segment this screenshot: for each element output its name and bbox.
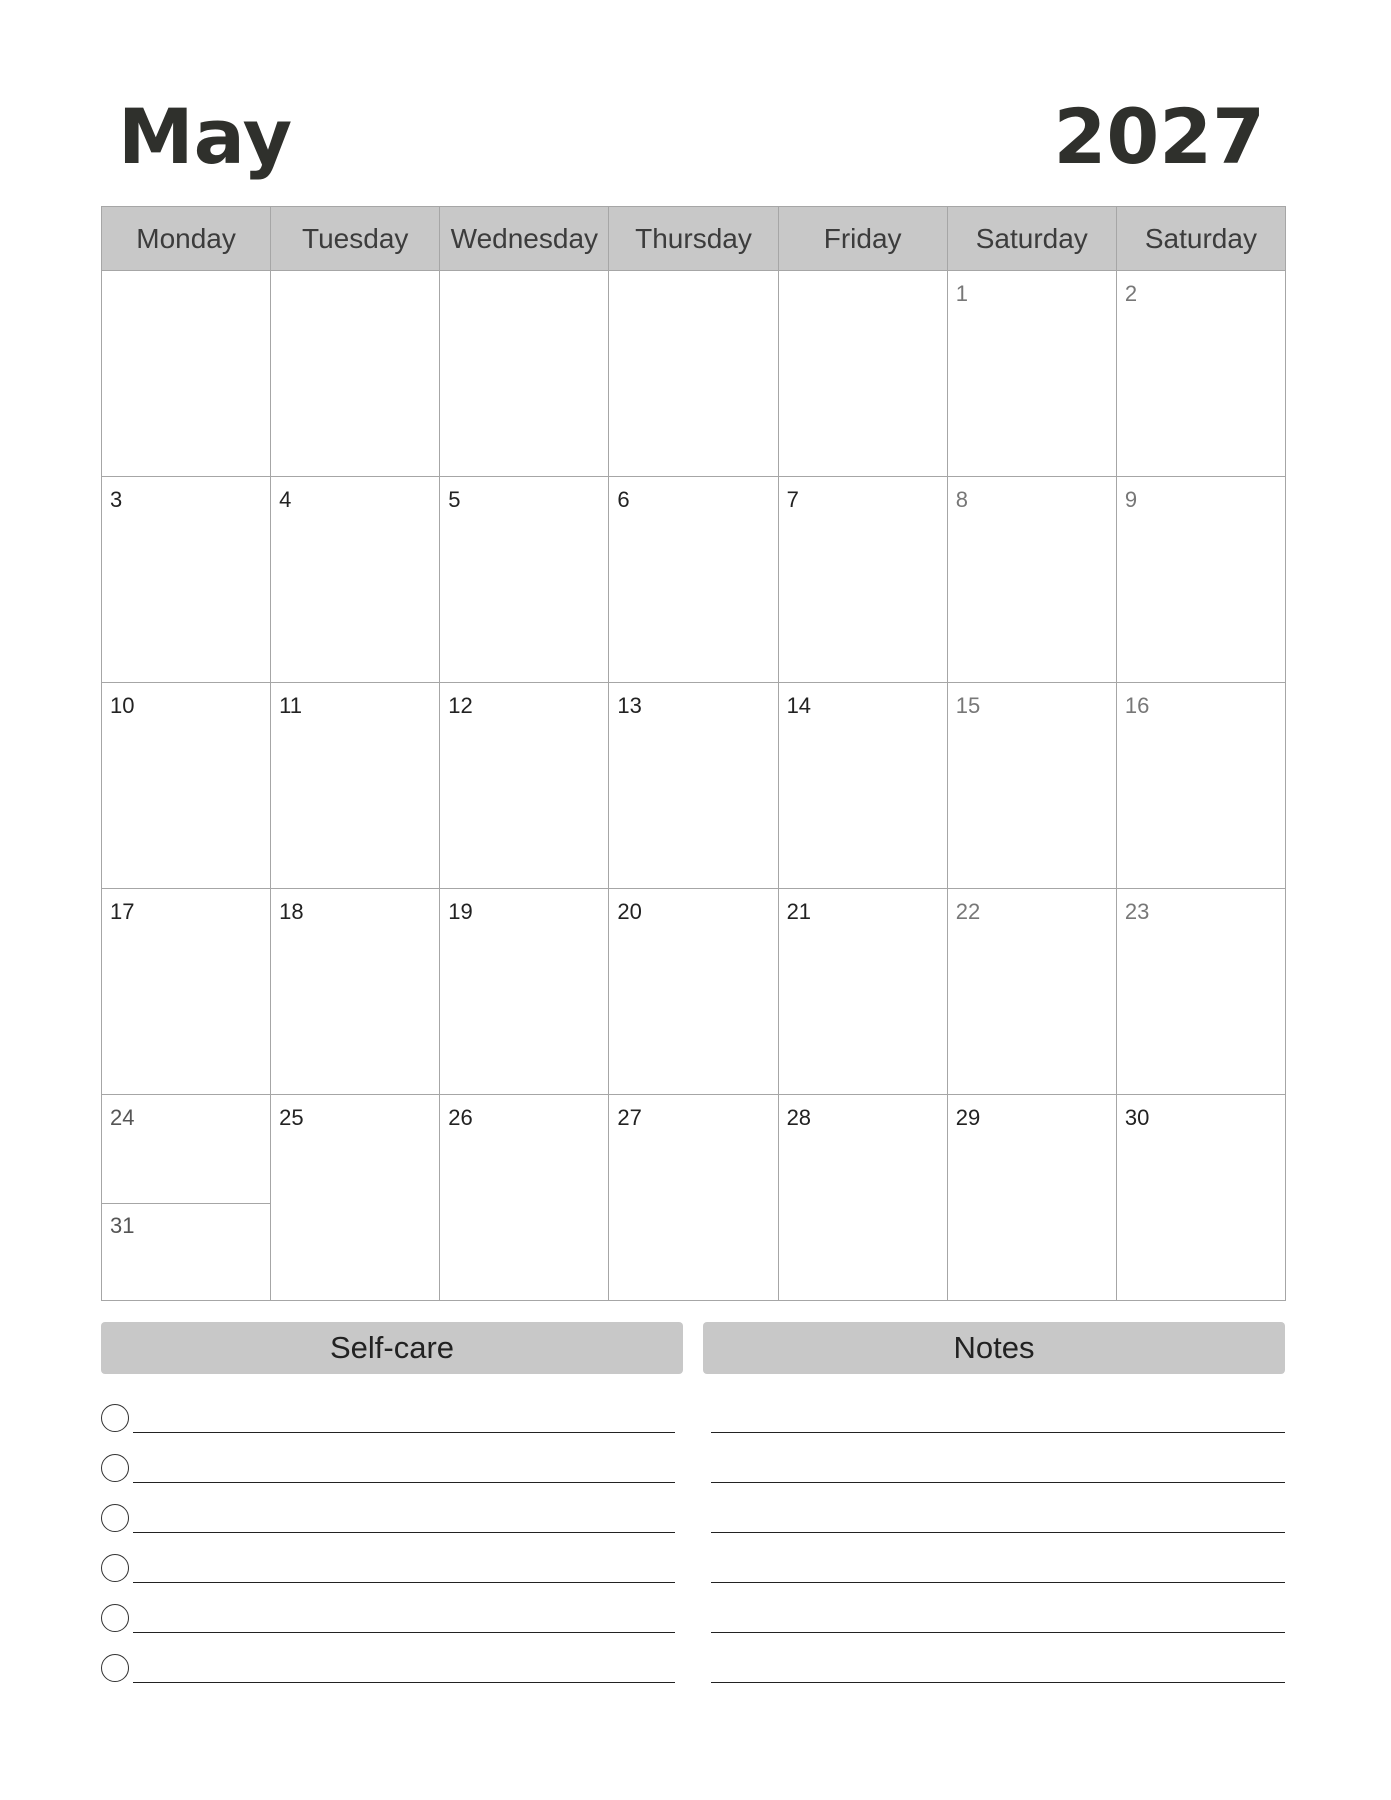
day-cell[interactable] bbox=[779, 477, 948, 683]
checkbox-circle-icon[interactable] bbox=[101, 1654, 129, 1682]
checkbox-circle-icon[interactable] bbox=[101, 1554, 129, 1582]
selfcare-header: Self-care bbox=[101, 1322, 683, 1374]
write-line[interactable] bbox=[133, 1632, 675, 1633]
day-cell[interactable] bbox=[609, 683, 778, 889]
selfcare-item[interactable] bbox=[101, 1454, 675, 1484]
note-line[interactable] bbox=[711, 1682, 1285, 1683]
year-title: 2027 bbox=[1053, 92, 1265, 181]
day-cell[interactable] bbox=[1117, 1095, 1286, 1301]
day-cell[interactable] bbox=[609, 889, 778, 1095]
note-line[interactable] bbox=[711, 1582, 1285, 1583]
day-cell[interactable] bbox=[948, 683, 1117, 889]
weekday-header: Saturday bbox=[948, 207, 1117, 271]
weekday-header: Wednesday bbox=[440, 207, 609, 271]
day-number: 16 bbox=[1124, 693, 1150, 718]
day-cell[interactable] bbox=[779, 889, 948, 1095]
day-cell[interactable] bbox=[440, 683, 609, 889]
note-line[interactable] bbox=[711, 1632, 1285, 1633]
write-line[interactable] bbox=[133, 1532, 675, 1533]
selfcare-item[interactable] bbox=[101, 1654, 675, 1684]
day-cell-split[interactable] bbox=[102, 1095, 271, 1301]
day-number: 29 bbox=[955, 1105, 981, 1130]
day-cell[interactable] bbox=[1117, 889, 1286, 1095]
day-number: 28 bbox=[786, 1105, 812, 1130]
day-cell[interactable] bbox=[779, 683, 948, 889]
write-line[interactable] bbox=[133, 1682, 675, 1683]
note-line[interactable] bbox=[711, 1532, 1285, 1533]
day-cell-upper[interactable] bbox=[102, 1095, 270, 1204]
day-number: 4 bbox=[279, 487, 292, 512]
day-number: 26 bbox=[448, 1105, 473, 1130]
day-cell[interactable] bbox=[271, 271, 440, 477]
selfcare-item[interactable] bbox=[101, 1504, 675, 1534]
day-number: 17 bbox=[110, 899, 135, 924]
day-number: 7 bbox=[786, 487, 799, 512]
selfcare-item[interactable] bbox=[101, 1604, 675, 1634]
day-number: 6 bbox=[617, 487, 630, 512]
day-cell[interactable] bbox=[440, 1095, 609, 1301]
day-cell[interactable] bbox=[102, 477, 271, 683]
day-number: 30 bbox=[1124, 1105, 1150, 1130]
day-number: 1 bbox=[955, 281, 968, 306]
weekday-header: Friday bbox=[779, 207, 948, 271]
checkbox-circle-icon[interactable] bbox=[101, 1404, 129, 1432]
weekday-header: Saturday bbox=[1117, 207, 1286, 271]
day-number: 21 bbox=[786, 899, 812, 924]
day-number: 27 bbox=[617, 1105, 642, 1130]
weekday-header: Tuesday bbox=[271, 207, 440, 271]
day-cell[interactable] bbox=[1117, 271, 1286, 477]
selfcare-item[interactable] bbox=[101, 1554, 675, 1584]
day-number: 25 bbox=[279, 1105, 304, 1130]
day-number: 10 bbox=[110, 693, 135, 718]
day-cell[interactable] bbox=[271, 477, 440, 683]
write-line[interactable] bbox=[133, 1482, 675, 1483]
day-cell[interactable] bbox=[948, 477, 1117, 683]
day-cell[interactable] bbox=[102, 889, 271, 1095]
day-number: 13 bbox=[617, 693, 642, 718]
day-number: 31 bbox=[110, 1213, 135, 1238]
day-number: 14 bbox=[786, 693, 812, 718]
day-cell[interactable] bbox=[948, 271, 1117, 477]
day-cell[interactable] bbox=[609, 1095, 778, 1301]
selfcare-item[interactable] bbox=[101, 1404, 675, 1434]
calendar-grid bbox=[101, 206, 1286, 1301]
day-number: 15 bbox=[955, 693, 981, 718]
notes-header: Notes bbox=[703, 1322, 1285, 1374]
day-cell[interactable] bbox=[948, 889, 1117, 1095]
day-number: 3 bbox=[110, 487, 123, 512]
day-cell-lower[interactable] bbox=[102, 1203, 270, 1300]
write-line[interactable] bbox=[133, 1432, 675, 1433]
day-cell[interactable] bbox=[440, 889, 609, 1095]
day-number: 9 bbox=[1124, 487, 1138, 512]
day-number: 12 bbox=[448, 693, 473, 718]
day-number: 11 bbox=[279, 693, 302, 718]
day-number: 24 bbox=[110, 1105, 135, 1130]
day-cell[interactable] bbox=[271, 683, 440, 889]
weekday-header: Thursday bbox=[609, 207, 778, 271]
month-title: May bbox=[118, 92, 293, 181]
weekday-header: Monday bbox=[102, 207, 271, 271]
day-cell[interactable] bbox=[271, 889, 440, 1095]
day-number: 23 bbox=[1124, 899, 1150, 924]
checkbox-circle-icon[interactable] bbox=[101, 1504, 129, 1532]
note-line[interactable] bbox=[711, 1432, 1285, 1433]
day-cell[interactable] bbox=[271, 1095, 440, 1301]
day-cell[interactable] bbox=[102, 271, 271, 477]
note-line[interactable] bbox=[711, 1482, 1285, 1483]
day-cell[interactable] bbox=[609, 271, 778, 477]
day-number: 8 bbox=[955, 487, 968, 512]
checkbox-circle-icon[interactable] bbox=[101, 1454, 129, 1482]
day-cell[interactable] bbox=[779, 1095, 948, 1301]
checkbox-circle-icon[interactable] bbox=[101, 1604, 129, 1632]
day-number: 22 bbox=[955, 899, 981, 924]
day-cell[interactable] bbox=[1117, 683, 1286, 889]
day-number: 2 bbox=[1124, 281, 1138, 306]
write-line[interactable] bbox=[133, 1582, 675, 1583]
day-cell[interactable] bbox=[948, 1095, 1117, 1301]
day-cell[interactable] bbox=[779, 271, 948, 477]
day-number: 18 bbox=[279, 899, 304, 924]
day-number: 20 bbox=[617, 899, 642, 924]
day-cell[interactable] bbox=[102, 683, 271, 889]
day-number: 19 bbox=[448, 899, 473, 924]
day-cell[interactable] bbox=[440, 477, 609, 683]
day-cell[interactable] bbox=[440, 271, 609, 477]
day-cell[interactable] bbox=[609, 477, 778, 683]
day-number: 5 bbox=[448, 487, 461, 512]
day-cell[interactable] bbox=[1117, 477, 1286, 683]
